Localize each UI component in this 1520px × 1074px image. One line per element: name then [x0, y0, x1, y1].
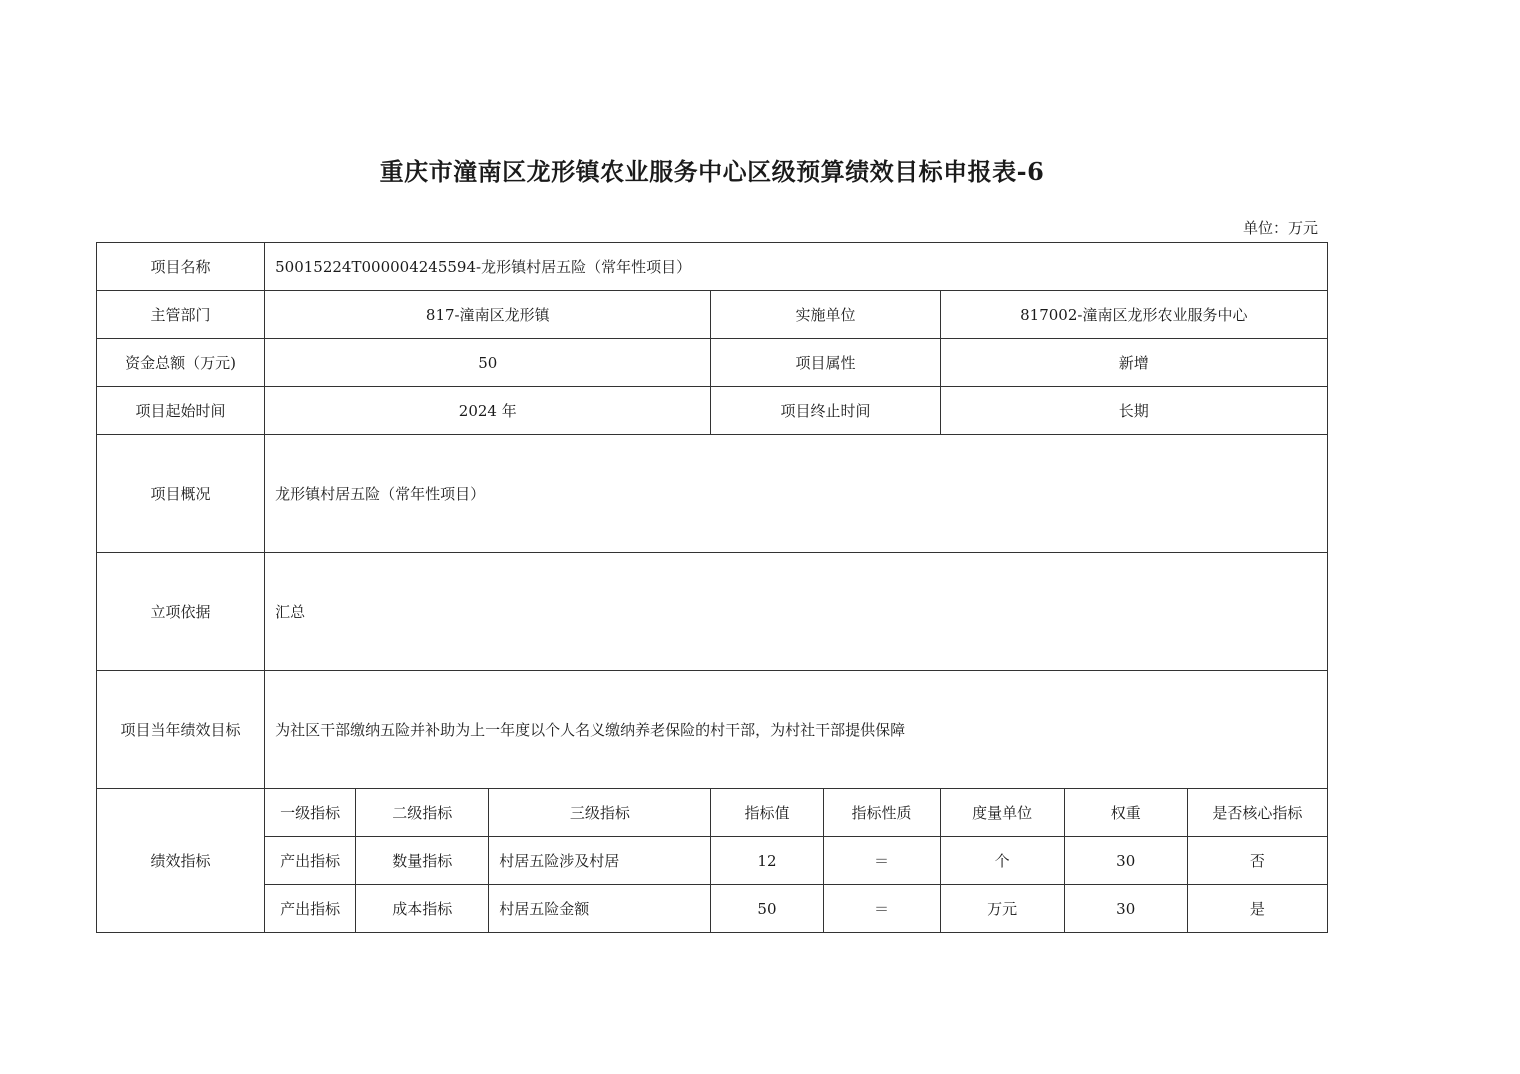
header-cell: 度量单位 — [940, 789, 1064, 837]
indicator-cell: 12 — [711, 837, 823, 885]
indicator-cell: 万元 — [940, 885, 1064, 933]
row-overview — [97, 435, 1328, 553]
attr-label: 项目属性 — [711, 339, 940, 387]
header-cell: 指标性质 — [823, 789, 940, 837]
header-cell: 是否核心指标 — [1187, 789, 1327, 837]
row-dept — [97, 291, 1328, 339]
indicator-cell: 30 — [1064, 885, 1187, 933]
dept-value: 817-潼南区龙形镇 — [265, 291, 711, 339]
indicator-header-row — [97, 789, 1328, 837]
indicator-cell: 成本指标 — [356, 885, 489, 933]
indicator-cell: 个 — [940, 837, 1064, 885]
indicator-cell: 数量指标 — [356, 837, 489, 885]
overview-label: 项目概况 — [97, 435, 265, 553]
indicator-cell: 50 — [711, 885, 823, 933]
start-label: 项目起始时间 — [97, 387, 265, 435]
indicator-cell: 村居五险涉及村居 — [489, 837, 711, 885]
row-time — [97, 387, 1328, 435]
header-cell: 二级指标 — [356, 789, 489, 837]
start-value: 2024 年 — [265, 387, 711, 435]
fund-value: 50 — [265, 339, 711, 387]
attr-value: 新增 — [940, 339, 1327, 387]
page-title: 重庆市潼南区龙形镇农业服务中心区级预算绩效目标申报表-6 — [379, 157, 1045, 186]
indicator-cell: ＝ — [823, 885, 940, 933]
indicators-label: 绩效指标 — [97, 789, 265, 933]
indicator-row — [97, 837, 1328, 885]
header-cell: 三级指标 — [489, 789, 711, 837]
header-cell: 权重 — [1064, 789, 1187, 837]
header-cell: 指标值 — [711, 789, 823, 837]
impl-label: 实施单位 — [711, 291, 940, 339]
project-name-value: 50015224T000004245594-龙形镇村居五险（常年性项目） — [265, 243, 1328, 291]
indicator-cell: 产出指标 — [265, 837, 356, 885]
basis-value: 汇总 — [265, 553, 1328, 671]
indicator-cell: 否 — [1187, 837, 1327, 885]
indicator-cell: 30 — [1064, 837, 1187, 885]
indicator-cell: ＝ — [823, 837, 940, 885]
indicator-cell: 产出指标 — [265, 885, 356, 933]
goal-label: 项目当年绩效目标 — [97, 671, 265, 789]
indicator-cell: 是 — [1187, 885, 1327, 933]
indicator-cell: 村居五险金额 — [489, 885, 711, 933]
end-label: 项目终止时间 — [711, 387, 940, 435]
project-name-label: 项目名称 — [97, 243, 265, 291]
row-fund — [97, 339, 1328, 387]
row-basis — [97, 553, 1328, 671]
impl-value: 817002-潼南区龙形农业服务中心 — [940, 291, 1327, 339]
goal-value: 为社区干部缴纳五险并补助为上一年度以个人名义缴纳养老保险的村干部，为村社干部提供保障 — [265, 671, 1328, 789]
unit-label: 单位：万元 — [1242, 219, 1318, 237]
end-value: 长期 — [940, 387, 1327, 435]
overview-value: 龙形镇村居五险（常年性项目） — [265, 435, 1328, 553]
row-project-name — [97, 243, 1328, 291]
indicator-row — [97, 885, 1328, 933]
basis-label: 立项依据 — [97, 553, 265, 671]
fund-label: 资金总额（万元) — [97, 339, 265, 387]
budget-table — [96, 242, 1328, 933]
row-goal — [97, 671, 1328, 789]
header-cell: 一级指标 — [265, 789, 356, 837]
dept-label: 主管部门 — [97, 291, 265, 339]
